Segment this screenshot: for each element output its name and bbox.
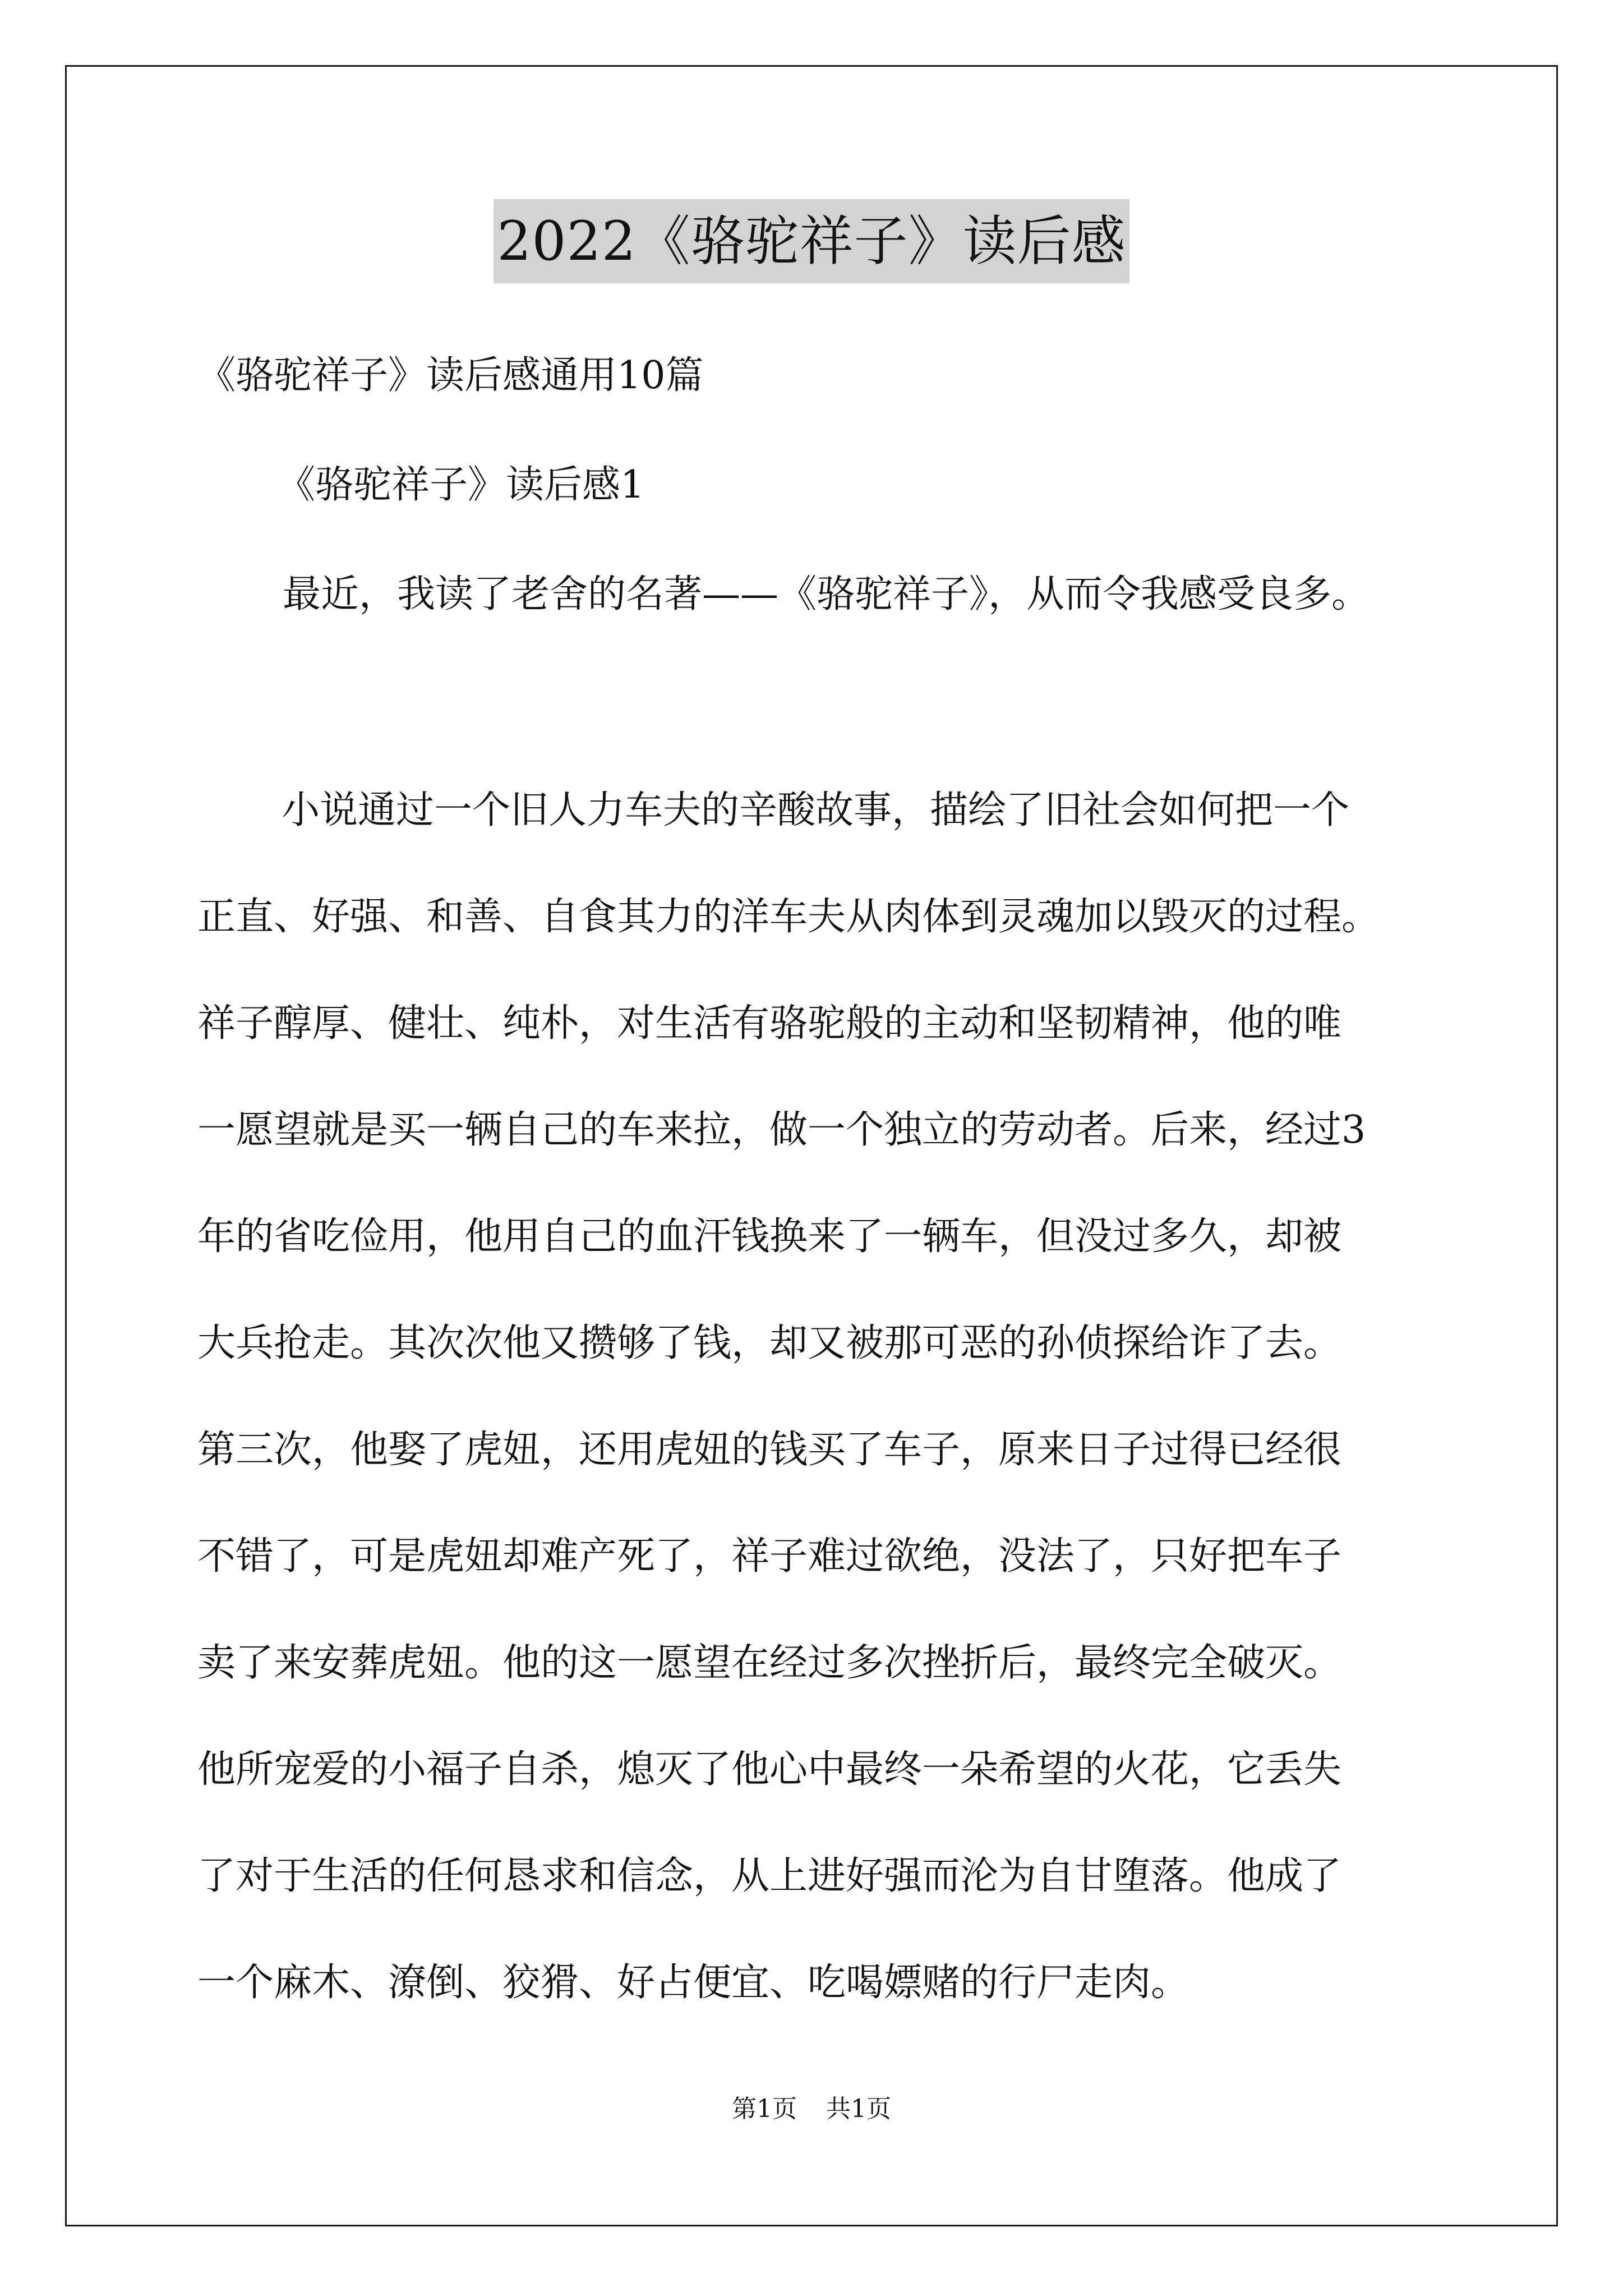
body-line: 正直、好强、和善、自食其力的洋车夫从肉体到灵魂加以毁灭的过程。 xyxy=(197,895,1380,939)
page-footer xyxy=(0,2092,1623,2126)
body-line: 一个麻木、潦倒、狡猾、好占便宜、吃喝嫖赌的行尸走肉。 xyxy=(197,1961,1189,2005)
body-line: 了对于生活的任何恳求和信念，从上进好强而沦为自甘堕落。他成了 xyxy=(197,1854,1342,1898)
section-heading: 《骆驼祥子》读后感1 xyxy=(277,463,645,507)
body-line: 不错了，可是虎妞却难产死了，祥子难过欲绝，没法了，只好把车子 xyxy=(197,1534,1342,1579)
body-line: 年的省吃俭用，他用自己的血汗钱换来了一辆车，但没过多久，却被 xyxy=(197,1214,1342,1259)
page-number-current: 第1页 xyxy=(732,2095,797,2123)
intro-paragraph: 最近，我读了老舍的名著——《骆驼祥子》，从而令我感受良多。 xyxy=(283,572,1370,616)
page-number-total: 共1页 xyxy=(826,2095,891,2123)
document-title: 2022《骆驼祥子》读后感 xyxy=(494,199,1129,283)
body-line: 祥子醇厚、健壮、纯朴，对生活有骆驼般的主动和坚韧精神，他的唯 xyxy=(197,1001,1342,1046)
title-container xyxy=(0,199,1623,283)
body-line: 他所宠爱的小福子自杀，熄灭了他心中最终一朵希望的火花，它丢失 xyxy=(197,1747,1342,1792)
body-line: 大兵抢走。其次次他又攒够了钱，却又被那可恶的孙侦探给诈了去。 xyxy=(197,1321,1342,1365)
body-line: 小说通过一个旧人力车夫的辛酸故事，描绘了旧社会如何把一个 xyxy=(282,788,1350,832)
body-line: 卖了来安葬虎妞。他的这一愿望在经过多次挫折后，最终完全破灭。 xyxy=(197,1641,1342,1685)
document-subtitle: 《骆驼祥子》读后感通用10篇 xyxy=(197,353,704,398)
body-line: 第三次，他娶了虎妞，还用虎妞的钱买了车子，原来日子过得已经很 xyxy=(197,1428,1342,1472)
body-paragraph xyxy=(197,783,1459,2062)
body-line: 一愿望就是买一辆自己的车来拉，做一个独立的劳动者。后来，经过3 xyxy=(197,1108,1366,1152)
